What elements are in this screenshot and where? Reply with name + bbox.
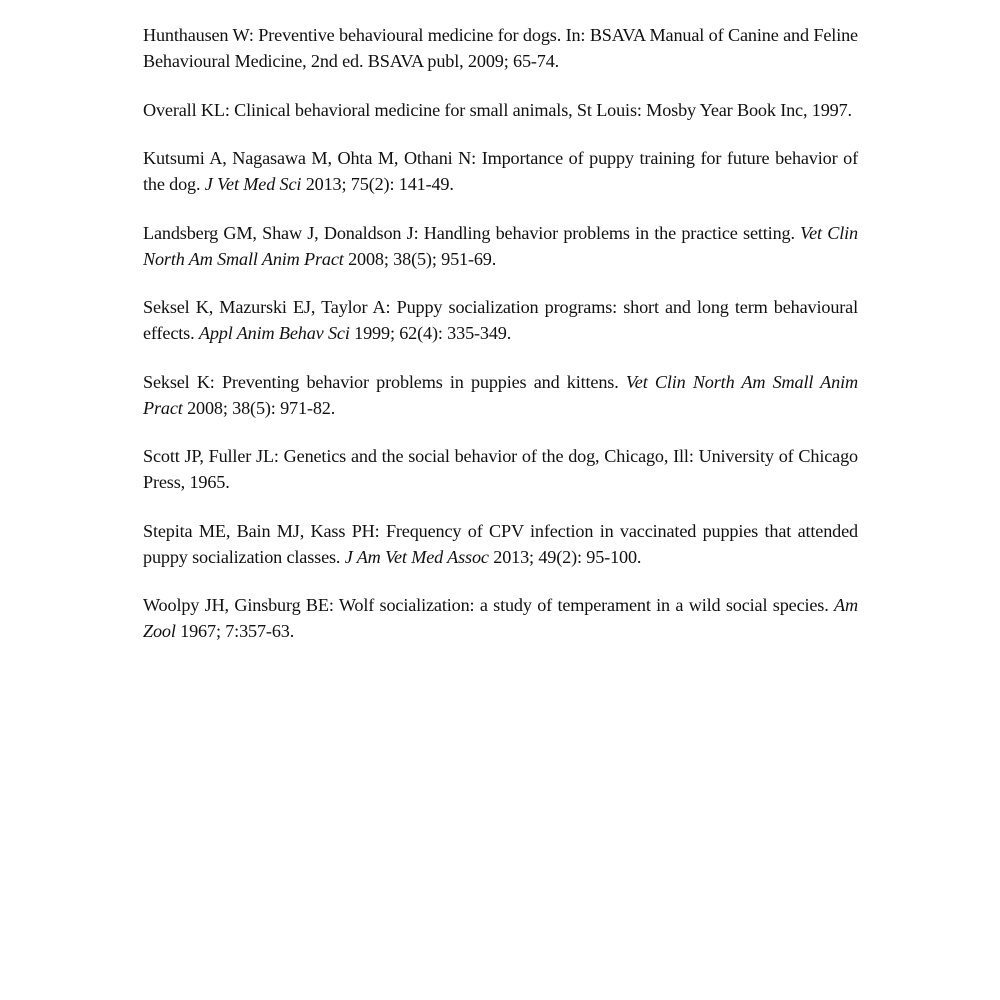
reference-citation: 2008; 38(5); 951-69. (343, 248, 497, 269)
reference-item (143, 369, 858, 421)
journal-title: Appl Anim Behav Sci (198, 323, 350, 343)
reference-text: Overall KL: Clinical behavioral medicine for small animals, St Louis: Mosby Year Book Inc, 1997. (143, 99, 852, 120)
reference-citation: 2013; 75(2): 141-49. (301, 174, 454, 194)
reference-item (143, 220, 858, 272)
reference-item (143, 145, 858, 197)
journal-title: Am Zool (143, 595, 858, 641)
reference-text: Stepita ME, Bain MJ, Kass PH: Frequency of CPV infection in vaccinated puppies that attended puppy socialization classes. (143, 520, 858, 567)
reference-citation: 2008; 38(5): 971-82. (182, 397, 336, 418)
reference-citation: 1999; 62(4): 335-349. (349, 323, 512, 343)
reference-item (143, 22, 858, 74)
reference-citation: 2013; 49(2): 95-100. (488, 546, 642, 567)
reference-item (143, 592, 858, 644)
journal-title: Vet Clin North Am Small Anim Pract (143, 222, 858, 269)
journal-title: J Vet Med Sci (204, 174, 302, 194)
journal-title: J Am Vet Med Assoc (344, 546, 489, 567)
reference-text: Seksel K, Mazurski EJ, Taylor A: Puppy socialization programs: short and long term behavioural effects. (143, 297, 858, 343)
reference-citation: 1967; 7:357-63. (175, 621, 295, 641)
reference-text: Landsberg GM, Shaw J, Donaldson J: Handling behavior problems in the practice setting. (143, 222, 801, 243)
reference-text: Kutsumi A, Nagasawa M, Ohta M, Othani N: Importance of puppy training for future behavior of the dog. (143, 148, 858, 194)
journal-title: Vet Clin North Am Small Anim Pract (143, 371, 858, 418)
reference-item (143, 294, 858, 346)
reference-list (143, 22, 858, 667)
reference-item (143, 97, 858, 123)
reference-text: Hunthausen W: Preventive behavioural medicine for dogs. In: BSAVA Manual of Canine and Feline Behavioural Medicine, 2nd ed. BSAVA publ, 2009; 65-74. (143, 25, 858, 71)
reference-item (143, 443, 858, 495)
reference-item (143, 518, 858, 570)
reference-text: Scott JP, Fuller JL: Genetics and the social behavior of the dog, Chicago, Ill: University of Chicago Press, 1965. (143, 446, 858, 492)
reference-text: Woolpy JH, Ginsburg BE: Wolf socialization: a study of temperament in a wild social species. (143, 595, 835, 615)
reference-text: Seksel K: Preventing behavior problems in puppies and kittens. (143, 371, 626, 392)
